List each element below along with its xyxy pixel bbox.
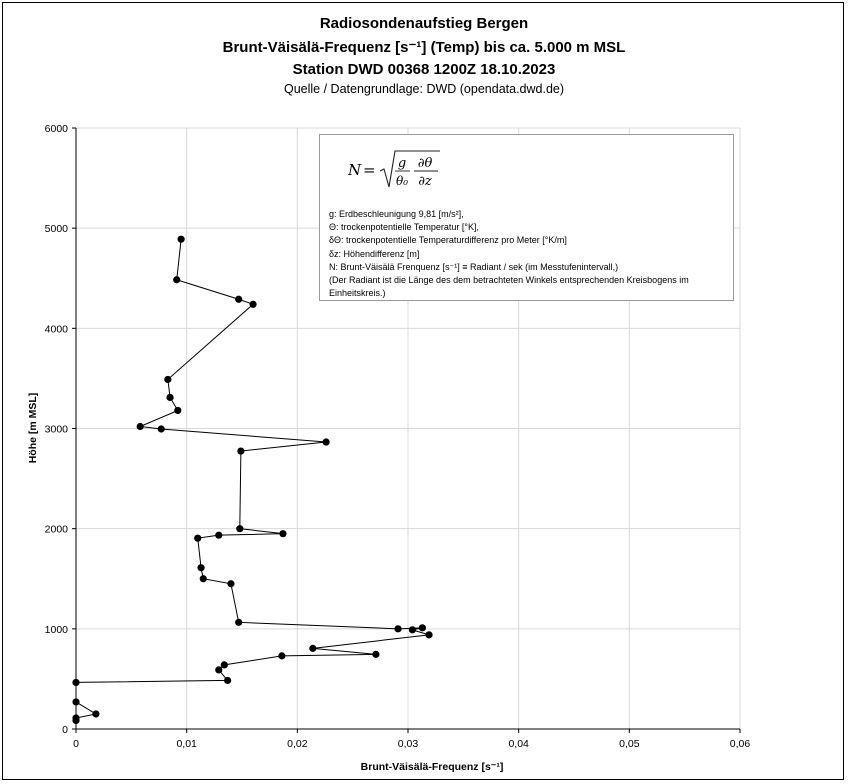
data-point — [137, 423, 144, 430]
data-point — [409, 626, 416, 633]
x-tick-label: 0,01 — [176, 738, 197, 750]
x-axis-label: Brunt-Väisälä-Frequenz [s⁻¹] — [360, 761, 504, 773]
data-point — [235, 619, 242, 626]
legend-line-theta: Θ: trockenpotentielle Temperatur [°K], — [329, 222, 480, 233]
data-point — [419, 624, 426, 631]
svg-text:g: g — [397, 156, 407, 171]
x-tick-label: 0,03 — [397, 738, 419, 750]
y-tick-label: 4000 — [44, 323, 68, 336]
data-point — [200, 575, 207, 582]
x-tick-label: 0,04 — [508, 738, 529, 750]
legend-line-dz: δz: Höhendifferenz [m] — [329, 248, 420, 259]
data-point — [224, 677, 231, 684]
data-point — [72, 679, 79, 686]
chart-subtitle: Brunt-Väisälä-Frequenz [s⁻¹] (Temp) bis ca. 5.000 m MSL — [222, 39, 626, 56]
y-tick-label: 1000 — [44, 623, 68, 636]
legend-line-dtheta: δΘ: trockenpotentielle Temperaturdifferenz pro Meter [°K/m] — [329, 235, 567, 246]
data-point — [178, 236, 185, 243]
svg-text:=: = — [363, 161, 376, 179]
data-point — [166, 394, 173, 401]
series-line — [76, 239, 429, 720]
data-point — [237, 447, 244, 454]
data-point — [92, 710, 99, 717]
x-tick-label: 0,06 — [729, 738, 751, 750]
y-tick-label: 6000 — [44, 123, 68, 135]
data-point — [173, 276, 180, 283]
y-axis-label: Höhe [m MSL] — [27, 392, 39, 464]
x-tick-label: 0 — [73, 738, 79, 750]
legend-line-radiant: (Der Radiant ist die Länge des dem betrachteten Winkels entsprechenden Kreisbogens im Einheitskreis.) — [329, 275, 689, 299]
data-point — [72, 698, 79, 705]
legend-box — [319, 134, 734, 301]
data-point — [158, 425, 165, 432]
data-point — [249, 301, 256, 308]
formula — [348, 147, 478, 199]
y-tick-label: 5000 — [44, 223, 68, 236]
data-point — [215, 532, 222, 539]
formula-graphic — [348, 147, 478, 195]
data-point — [174, 407, 181, 414]
data-point — [197, 564, 204, 571]
data-point — [235, 296, 242, 303]
chart-title: Radiosondenaufstieg Bergen — [319, 15, 529, 32]
data-point — [278, 652, 285, 659]
y-tick-label: 2000 — [44, 523, 68, 536]
chart-station: Station DWD 00368 1200Z 18.10.2023 — [292, 61, 556, 78]
data-point — [215, 666, 222, 673]
x-tick-label: 0,02 — [287, 738, 308, 750]
legend-line-g: g: Erdbeschleunigung 9,81 [m/s²], — [329, 209, 464, 219]
svg-text:∂θ: ∂θ — [417, 156, 433, 171]
svg-text:N: N — [348, 161, 362, 179]
legend-lines — [329, 208, 729, 300]
data-point — [227, 580, 234, 587]
chart-source: Quelle / Datengrundlage: DWD (opendata.dwd.de) — [283, 82, 565, 96]
legend-line-n: N: Brunt-Väisälä Frenquenz [s⁻¹] ≡ Radiant / sek (im Messtufenintervall,) — [329, 261, 619, 272]
data-point — [164, 376, 171, 383]
data-point — [221, 661, 228, 668]
data-point — [194, 535, 201, 542]
y-tick-label: 3000 — [44, 423, 68, 436]
data-point — [236, 525, 243, 532]
data-point — [425, 631, 432, 638]
data-point — [372, 651, 379, 658]
x-tick-label: 0,05 — [619, 738, 640, 750]
y-tick-label: 0 — [62, 724, 68, 736]
svg-text:∂z: ∂z — [418, 174, 432, 189]
data-point — [323, 438, 330, 445]
svg-text:θ₀: θ₀ — [395, 174, 409, 188]
data-point — [394, 625, 401, 632]
data-point — [72, 714, 79, 721]
data-point — [309, 645, 316, 652]
data-point — [279, 530, 286, 537]
